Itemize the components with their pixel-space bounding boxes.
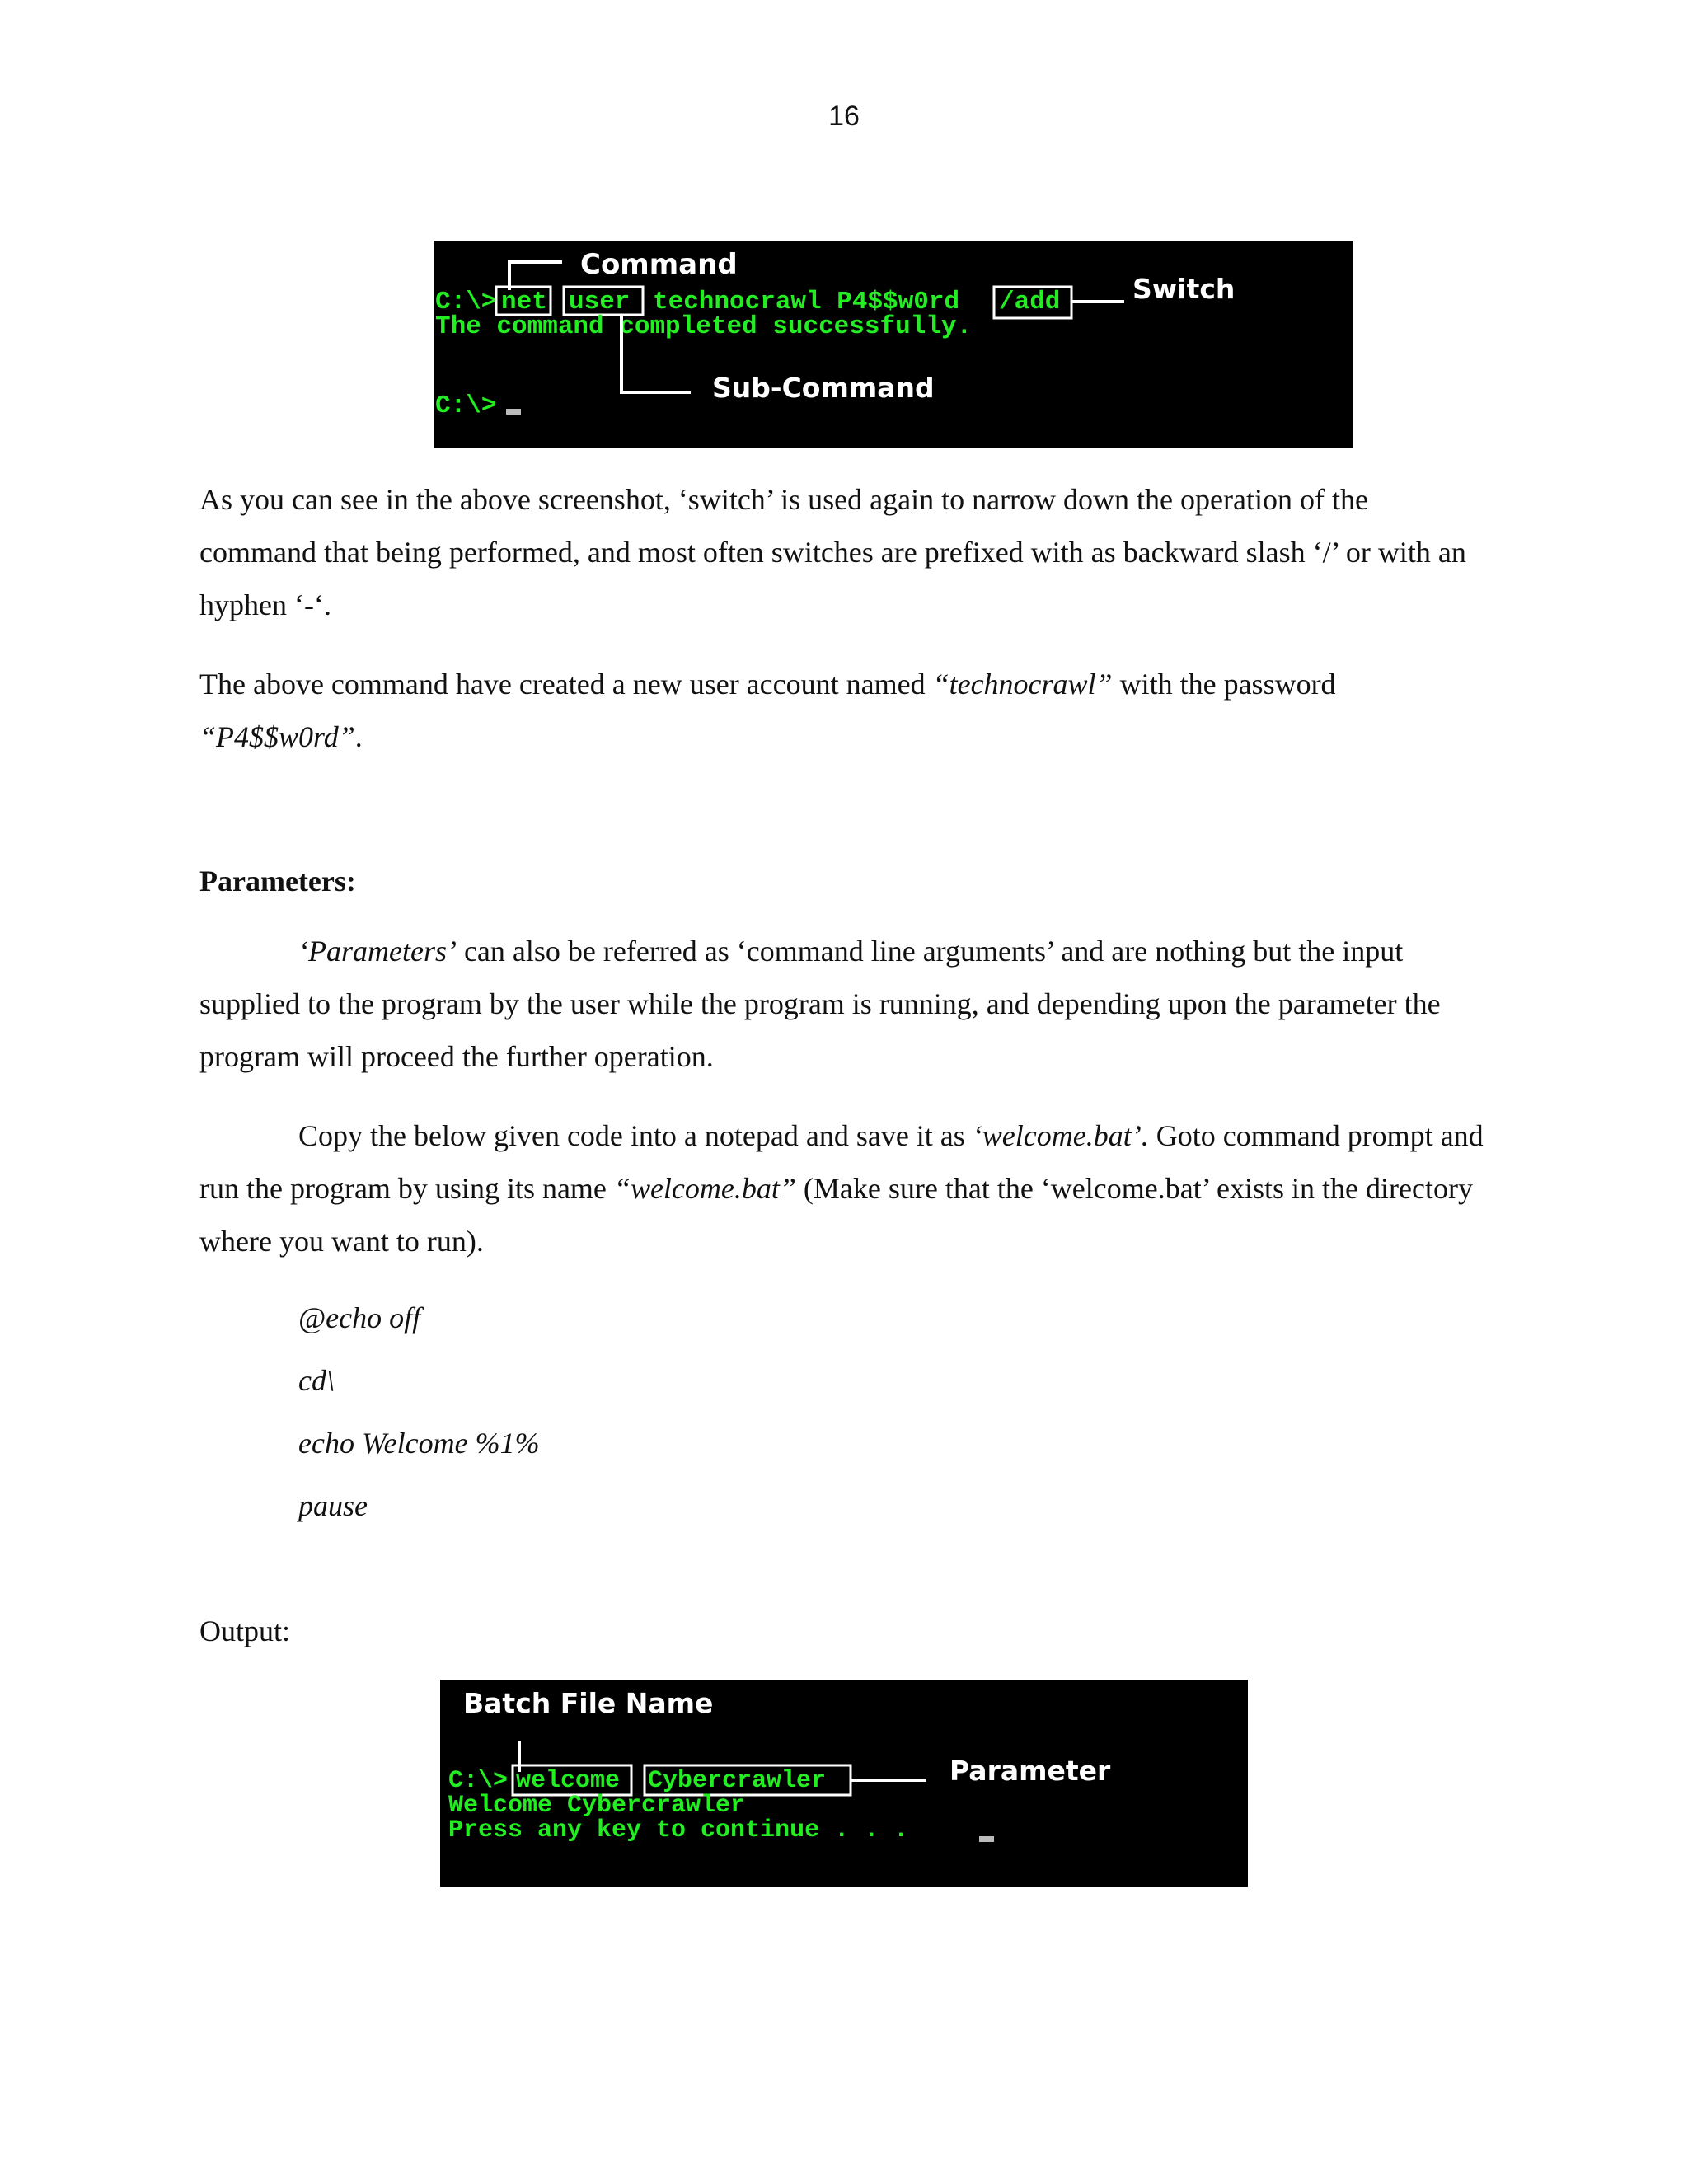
- parameters-italic: ‘Parameters’: [298, 935, 457, 968]
- welcome-terminal: [440, 1680, 1248, 1887]
- code-line: echo Welcome %1%: [298, 1427, 540, 1460]
- prompt-text: C:\>: [435, 288, 497, 316]
- code-line: cd\: [298, 1364, 335, 1397]
- code-line: pause: [298, 1489, 368, 1522]
- cmd-welcome: welcome: [516, 1767, 621, 1795]
- heading-parameters: Parameters:: [199, 865, 356, 898]
- program-name-italic: “welcome.bat”: [613, 1172, 796, 1205]
- cursor-block: [506, 409, 521, 415]
- label-command: Command: [580, 248, 738, 281]
- paragraph-switch: As you can see in the above screenshot, ‘switch’ is used again to narrow down the operation of the command that being performed, and most often switches are prefixed with as backward slash ‘/’ or with an hyphen ‘-‘.: [199, 483, 1466, 621]
- password-italic: “P4$$w0rd”: [199, 720, 355, 753]
- para2-text: with the password: [1112, 668, 1336, 701]
- page-number: 16: [828, 101, 860, 132]
- instructions-text: Goto command prompt and run the program by using its name: [199, 1119, 1484, 1205]
- cmd-parameter: Cybercrawler: [648, 1767, 827, 1795]
- figure-net-user-screenshot: [434, 241, 1353, 448]
- cmd-user: user: [569, 288, 631, 316]
- net-user-terminal: [434, 241, 1353, 448]
- prompt-text: C:\>: [448, 1767, 509, 1795]
- cmd-arguments: technocrawl P4$$w0rd: [653, 288, 960, 316]
- figure-welcome-output-screenshot: [440, 1680, 1248, 1887]
- output-line-press-key: Press any key to continue . . .: [448, 1816, 909, 1844]
- instructions-text: Copy the below given code into a notepad and save it as: [298, 1119, 973, 1152]
- paragraph-account: [199, 658, 1485, 763]
- parameters-text: can also be referred as ‘command line arguments’ and are nothing but the input supplied to the program by the user while the program is running, and depending upon the parameter the program will proceed the further operation.: [199, 935, 1441, 1073]
- result-line: The command completed successfully.: [435, 312, 973, 341]
- output-line-welcome: Welcome Cybercrawler: [448, 1792, 746, 1820]
- filename-italic: ‘welcome.bat’.: [972, 1119, 1149, 1152]
- instructions-text: (Make sure that the ‘welcome.bat’ exists in the directory where you want to run).: [199, 1172, 1473, 1258]
- label-parameter: Parameter: [950, 1755, 1111, 1787]
- code-line: @echo off: [298, 1301, 421, 1334]
- para2-text: The above command have created a new user account named: [199, 668, 933, 701]
- output-label: Output:: [199, 1615, 291, 1647]
- username-italic: “technocrawl”: [932, 668, 1113, 701]
- cmd-net: net: [501, 288, 547, 316]
- cmd-switch: /add: [999, 288, 1061, 316]
- para2-text: .: [354, 720, 363, 753]
- label-subcommand: Sub-Command: [712, 372, 935, 404]
- label-switch: Switch: [1132, 273, 1236, 305]
- paragraph-instructions: [199, 1109, 1485, 1268]
- paragraph-parameters: [199, 925, 1485, 1083]
- cursor-block: [979, 1836, 994, 1842]
- prompt-2: C:\>: [435, 391, 497, 420]
- label-batch-file-name: Batch File Name: [463, 1687, 714, 1719]
